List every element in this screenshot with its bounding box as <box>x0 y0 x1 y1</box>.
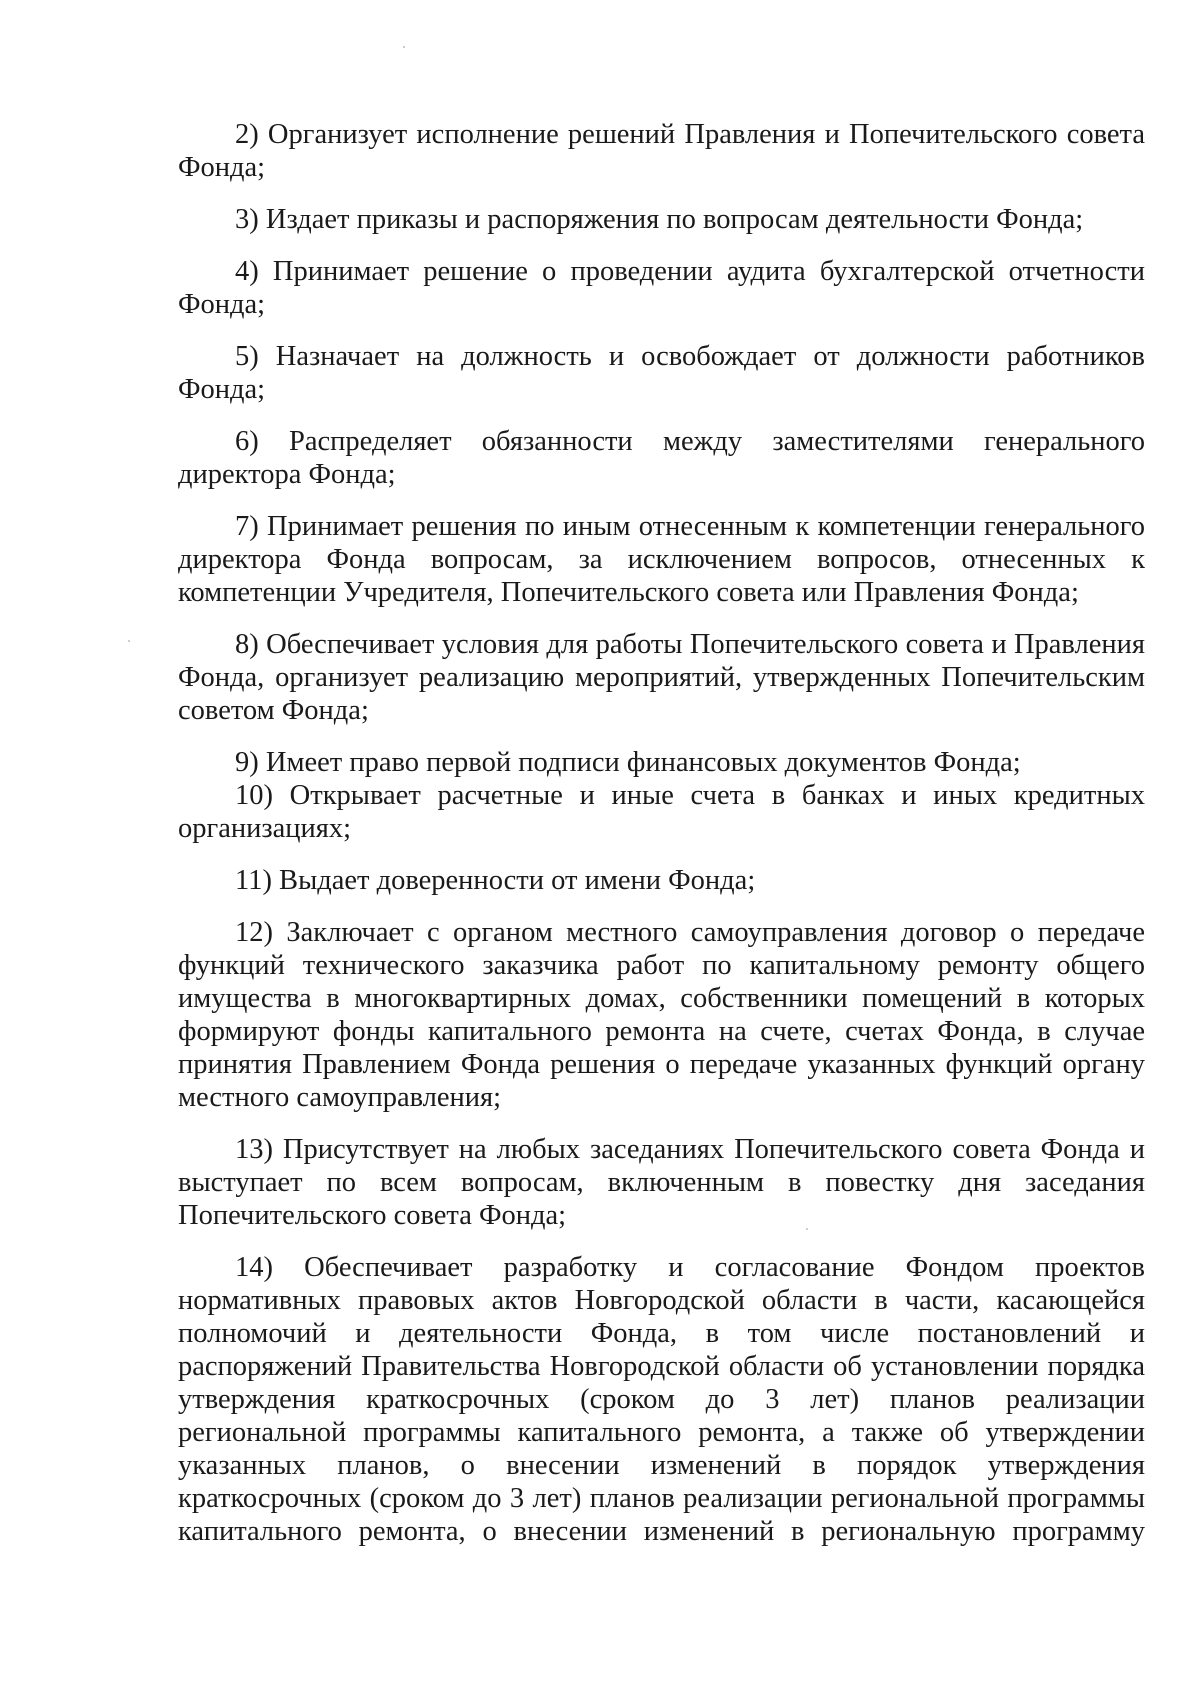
scan-speck <box>128 640 130 642</box>
scan-speck <box>403 46 405 48</box>
document-body <box>178 118 1145 1548</box>
paragraph-item-7: 7) Принимает решения по иным отнесенным к компетенции генерального директора Фонда вопросам, за исключением вопросов, отнесенных к компетенции Учредителя, Попечительского совета или Правления Фонда; <box>178 511 1145 608</box>
paragraph-item-5: 5) Назначает на должность и освобождает от должности работников Фонда; <box>178 341 1145 405</box>
paragraph-item-12: 12) Заключает с органом местного самоуправления договор о передаче функций технического заказчика работ по капитальному ремонту общего имущества в многоквартирных домах, собственники помещений в которых формируют фонды капитального ремонта на счете, счетах Фонда, в случае принятия Правлением Фонда решения о передаче указанных функций органу местного самоуправления; <box>178 917 1145 1113</box>
paragraph-item-14: 14) Обеспечивает разработку и согласование Фондом проектов нормативных правовых актов Новгородской области в части, касающейся полномочий и деятельности Фонда, в том числе постановлений и распоряжений Правительства Новгородской области об установлении порядка утверждения краткосрочных (сроком до 3 лет) планов реализации региональной программы капитального ремонта, а также об утверждении указанных планов, о внесении изменений в порядок утверждения краткосрочных (сроком до 3 лет) планов реализации региональной программы капитального ремонта, о внесении изменений в региональную программу <box>178 1252 1145 1547</box>
paragraph-item-9: 9) Имеет право первой подписи финансовых документов Фонда; <box>235 747 1021 778</box>
paragraph-item-6: 6) Распределяет обязанности между заместителями генерального директора Фонда; <box>178 426 1145 490</box>
paragraph-item-10: 10) Открывает расчетные и иные счета в банках и иных кредитных организациях; <box>178 780 1145 844</box>
paragraph-item-13: 13) Присутствует на любых заседаниях Попечительского совета Фонда и выступает по всем вопросам, включенным в повестку дня заседания Попечительского совета Фонда; <box>178 1134 1145 1231</box>
paragraph-item-11: 11) Выдает доверенности от имени Фонда; <box>235 865 756 896</box>
paragraph-item-2: 2) Организует исполнение решений Правления и Попечительского совета Фонда; <box>178 119 1145 183</box>
paragraph-item-8: 8) Обеспечивает условия для работы Попечительского совета и Правления Фонда, организует реализацию мероприятий, утвержденных Попечительским советом Фонда; <box>178 629 1145 726</box>
paragraph-item-4: 4) Принимает решение о проведении аудита бухгалтерской отчетности Фонда; <box>178 256 1145 320</box>
paragraph-item-3: 3) Издает приказы и распоряжения по вопросам деятельности Фонда; <box>235 204 1084 235</box>
